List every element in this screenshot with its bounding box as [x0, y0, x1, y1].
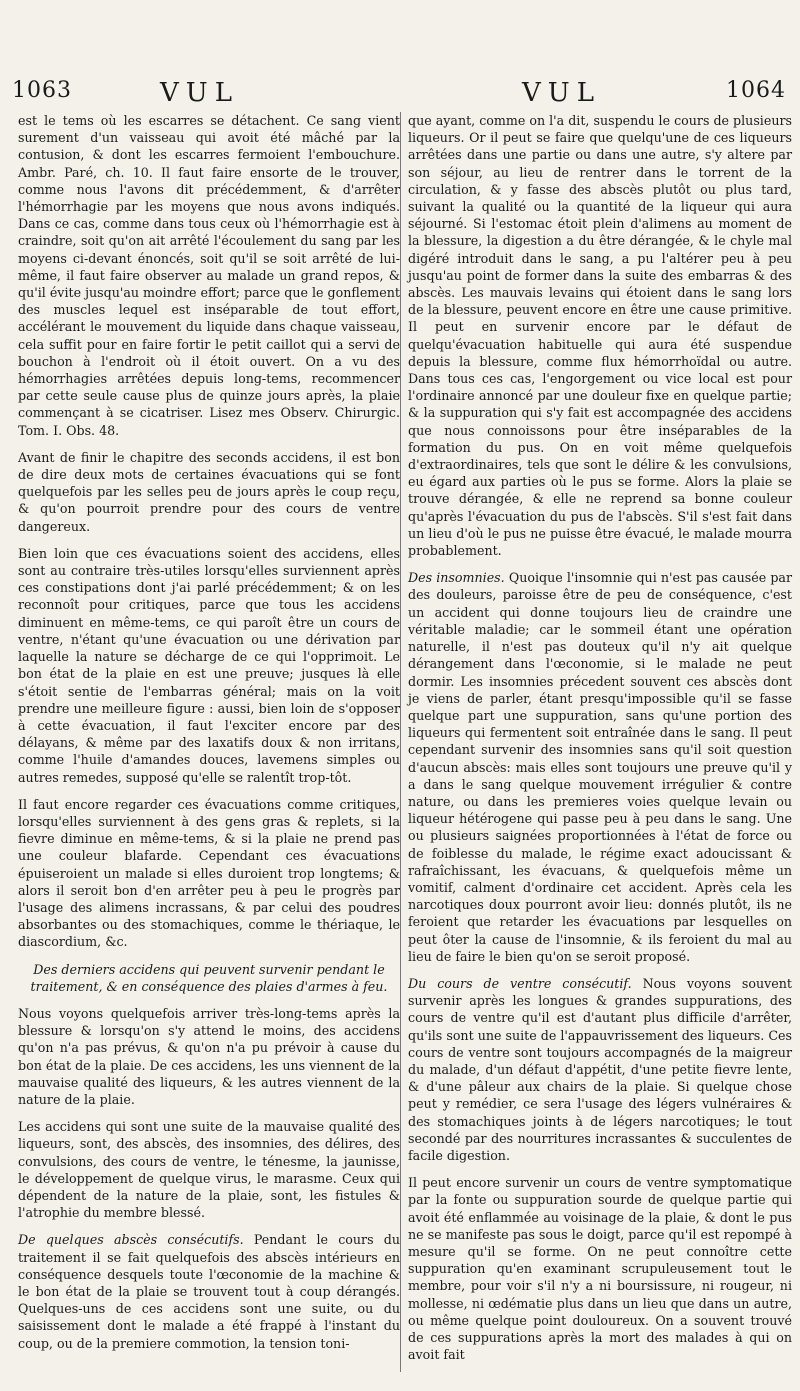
- paragraph: Les accidens qui sont une suite de la mauvaise qualité des liqueurs, sont, des abscès, des insomnies, des délires, des convulsions, des cours de ventre, le ténesme, la jaunisse, le développement de quelque virus, le marasme. Ceux qui dépendent de la nature de la plaie, sont, les fistules & l'atrophie du membre blessé.: [18, 1119, 400, 1221]
- run-in-heading: Du cours de ventre consécutif.: [408, 975, 632, 991]
- paragraph: est le tems où les escarres se détachent. Ce sang vient surement d'un vaisseau qui avoit été mâché par la contusion, & dont les escarres fermoient l'embouchure. Ambr. Paré, ch. 10. Il faut faire ensorte de le trouver, comme nous l'avons dit précédemment, & d'arrêter l'hémorrhagie par les moyens que nous avons indiqués. Dans ce cas, comme dans tous ceux où l'hémorrhagie est à craindre, soit qu'on ait arrêté l'écoulement du sang par les moyens ci-devant énoncés, soit qu'il se soit arrêté de lui-même, il faut faire observer au malade un grand repos, & qu'il évite jusqu'au moindre effort; parce que le gonflement des muscles lequel est inséparable de tout effort, accélérant le mouvement du liquide dans chaque vaisseau, cela suffit pour en faire fortir le petit caillot qui a servi de bouchon à l'endroit où il étoit ouvert. On a vu des hémorrhagies arrêtées depuis long-tems, recommencer par cette seule cause plus de quinze jours après, la plaie commençant à se cicatriser. Lisez mes Observ. Chirurgic. Tom. I. Obs. 48.: [18, 113, 400, 438]
- headword-left: VUL: [160, 78, 239, 108]
- paragraph: que ayant, comme on l'a dit, suspendu le cours de plusieurs liqueurs. Or il peut se faire que quelqu'une de ces liqueurs arrêtées dans une partie ou dans une autre, s'y altere par son séjour, au lieu de rentrer dans le torrent de la circulation, & y fasse des abscès plutôt ou plus tard, suivant la qualité ou la quantité de la liqueur qui aura séjourné. Si l'estomac étoit plein d'alimens au moment de la blessure, la digestion a du être dérangée, & le chyle mal digéré introduit dans le sang, a pu l'altérer peu à peu jusqu'au point de former dans la suite des embarras & des abscès. Les mauvais levains qui étoient dans le sang lors de la blessure, peuvent encore en être une cause primitive. Il peut en survenir encore par le défaut de quelqu'évacuation habituelle qui aura été suspendue depuis la blessure, comme flux hémorrhoïdal ou autre. Dans tous ces cas, l'engorgement ou vice local est pour l'ordinaire annoncé par une douleur fixe en quelque partie; & la suppuration qui s'y fait est accompagnée des accidens que nous connoissons pour être inséparables de la formation du pus. On en voit même quelquefois d'extraordinaires, tels que sont le délire & les convulsions, eu égard aux parties où le pus se forme. Alors la plaie se trouve dérangée, & elle ne reprend sa bonne couleur qu'après l'évacuation du pus de l'abscès. S'il s'est fait dans un lieu d'où le pus ne puisse être évacué, le malade mourra probablement.: [408, 113, 793, 559]
- column-divider: [400, 112, 401, 1372]
- run-in-heading: De quelques abscès consécutifs.: [18, 1232, 244, 1248]
- paragraph: [18, 1231, 400, 1351]
- paragraph: [408, 975, 792, 1164]
- section-heading: Des derniers accidens qui peuvent survenir pendant le traitement, & en conséquence des plaies d'armes à feu.: [30, 961, 388, 994]
- page-number-left: 1063: [12, 78, 72, 103]
- run-in-heading: Des insomnies.: [408, 570, 505, 586]
- paragraph: Avant de finir le chapitre des seconds accidens, il est bon de dire deux mots de certaines évacuations qui se font quelquefois par les selles peu de jours après le coup reçu, & qu'on pourroit prendre pour des cours de ventre dangereux.: [18, 449, 400, 534]
- paragraph: Nous voyons quelquefois arriver très-long-tems après la blessure & lorsqu'on s'y attend le moins, des accidens qu'on n'a pas prévus, & qu'on n'a pu prévoir à cause du bon état de la plaie. De ces accidens, les uns viennent de la mauvaise qualité des liqueurs, & les autres viennent de la nature de la plaie.: [18, 1005, 400, 1107]
- right-column: [408, 112, 792, 1373]
- paragraph: [408, 569, 792, 965]
- paragraph-text: Nous voyons souvent survenir après les longues & grandes suppurations, des cours de ventre qu'il est d'autant plus difficile d'arrêter, qu'ils sont une suite de l'appauvrissement des liqueurs. Ces cours de ventre sont toujours accompagnés de la maigreur du malade, d'un défaut d'appétit, d'une petite fievre lente, & d'une pâleur aux chairs de la plaie. Si quelque chose peut y remédier, ce sera l'usage des légers vulnéraires & des stomachiques joints à de légers narcotiques; le tout secondé par des nourritures incrassantes & succulentes de facile digestion.: [408, 975, 792, 1163]
- paragraph: Il faut encore regarder ces évacuations comme critiques, lorsqu'elles surviennent à des gens gras & replets, si la fievre diminue en même-tems, & si la plaie ne prend pas une couleur blafarde. Cependant ces évacuations épuiseroient un malade si elles duroient trop longtems; & alors il seroit bon d'en arrêter peu à peu le progrès par l'usage des alimens incrassans, & par celui des poudres absorbantes ou des stomachiques, comme le thériaque, le diascordium, &c.: [18, 796, 400, 950]
- running-header: [0, 78, 800, 112]
- left-column: [18, 112, 400, 1362]
- paragraph: Bien loin que ces évacuations soient des accidens, elles sont au contraire très-utiles lorsqu'elles surviennent après ces constipations dont j'ai parlé précédemment; & on les reconnoît pour critiques, parce que tous les accidens diminuent en même-tems, ce qui paroît être un cours de ventre, n'étant qu'une évacuation ou une dérivation par laquelle la nature se décharge de ce qui l'opprimoit. Le bon état de la plaie en est une preuve; jusques là elle s'étoit sentie de l'embarras général; mais on la voit prendre une meilleure figure : aussi, bien loin de s'opposer à cette évacuation, il faut l'exciter encore par des délayans, & même par des laxatifs doux & non irritans, comme l'huile d'amandes douces, lavemens simples ou autres remedes, supposé qu'elle se ralentît trop-tôt.: [18, 545, 400, 785]
- paragraph-text: Pendant le cours du traitement il se fait quelquefois des abscès intérieurs en conséquence desquels toute l'œconomie de la machine & le bon état de la plaie se trouvent tout à coup dérangés. Quelques-uns de ces accidens sont une suite, ou du saisissement dont le malade a été frappé à l'instant du coup, ou de la premiere commotion, la tension toni-: [18, 1232, 400, 1351]
- paragraph-text: Quoique l'insomnie qui n'est pas causée par des douleurs, paroisse être de peu de conséquence, c'est un accident qui donne toujours lieu de craindre une véritable maladie; car le sommeil étant une opération naturelle, il n'est pas douteux qu'il n'y ait quelque dérangement dans l'œconomie, si le malade ne peut dormir. Les insomnies précedent souvent ces abscès dont je viens de parler, étant presqu'impossible qu'il se fasse quelque part une suppuration, sans qu'une portion des liqueurs qui fermentent soit entraînée dans le sang. Il peut cependant survenir des insomnies sans qu'il soit question d'aucun abscès: mais elles sont toujours une preuve qu'il y a dans le sang quelque mouvement irrégulier & contre nature, ou dans les premieres voies quelque levain ou liqueur hétérogene qui passe peu à peu dans le sang. Une ou plusieurs saignées proportionnées à l'état de force ou de foiblesse du malade, le régime exact adoucissant & rafraîchissant, les évacuans, & quelquefois même un vomitif, calment d'ordinaire cet accident. Après cela les narcotiques doux pourront avoir lieu: donnés plutôt, ils ne feroient que retarder les évacuations par lesquelles on peut ôter la cause de l'insomnie, & ils feroient du mal au lieu de faire le bien qu'on se seroit proposé.: [408, 570, 792, 964]
- page-number-right: 1064: [726, 78, 786, 103]
- paragraph: Il peut encore survenir un cours de ventre symptomatique par la fonte ou suppuration sourde de quelque partie qui avoit été enflammée au voisinage de la plaie, & dont le pus ne se manifeste pas sous le doigt, parce qu'il est repompé à mesure qu'il se forme. On ne peut connoître cette suppuration qu'en examinant scrupuleusement tout le membre, pour voir s'il n'y a ni boursissure, ni rougeur, ni mollesse, ni œdématie plus dans un lieu que dans un autre, ou même quelque point douloureux. On a souvent trouvé de ces suppurations après la mort des malades à qui on avoit fait: [408, 1175, 792, 1363]
- headword-right: VUL: [522, 78, 601, 108]
